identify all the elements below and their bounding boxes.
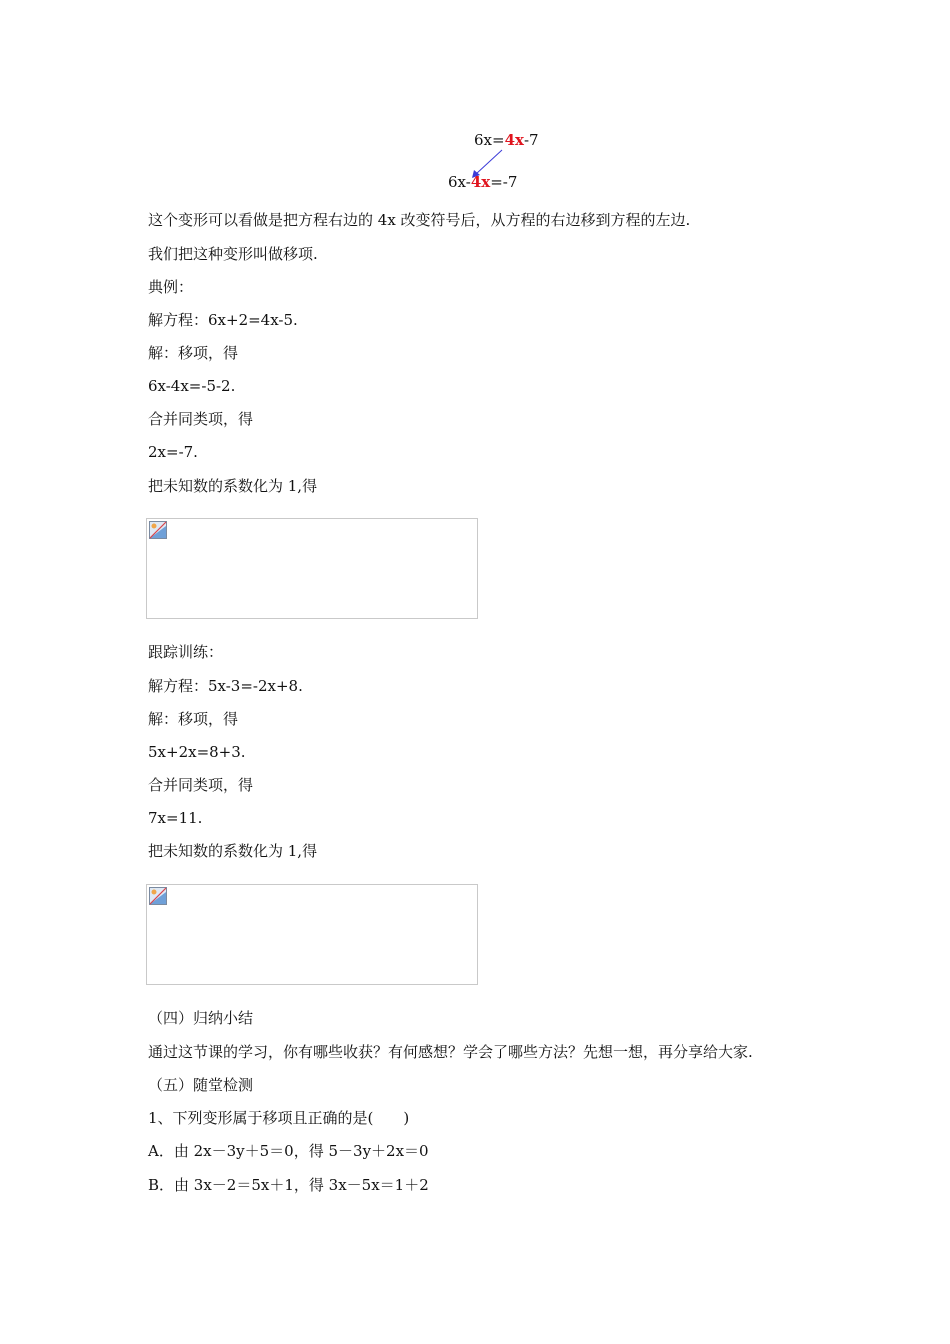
practice-heading: 跟踪训练： bbox=[148, 643, 224, 661]
example-step-1: 解：移项，得 bbox=[148, 344, 239, 362]
example-problem: 解方程：6x+2=4x-5. bbox=[148, 311, 298, 329]
practice-step-5: 把未知数的系数化为 1,得 bbox=[148, 842, 318, 860]
summary-heading: （四）归纳小结 bbox=[148, 1009, 254, 1027]
equation-original: 6x=4x-7 bbox=[474, 131, 539, 149]
example-step-4: 2x=-7. bbox=[148, 443, 198, 461]
example-step-2: 6x-4x=-5-2. bbox=[148, 377, 236, 395]
definition-text: 我们把这种变形叫做移项. bbox=[148, 245, 318, 263]
term-4x-top: 4x bbox=[504, 131, 524, 149]
equation-transposed: 6x-4x=-7 bbox=[448, 173, 518, 191]
practice-step-4: 7x=11. bbox=[148, 809, 203, 827]
practice-step-3: 合并同类项，得 bbox=[148, 776, 254, 794]
example-heading: 典例： bbox=[148, 278, 194, 296]
term-4x-bottom: 4x bbox=[470, 173, 491, 191]
quiz-question-1: 1、下列变形属于移项且正确的是( ) bbox=[148, 1109, 410, 1127]
image-placeholder-2 bbox=[146, 884, 478, 985]
practice-problem: 解方程：5x-3=-2x+8. bbox=[148, 677, 303, 695]
image-placeholder-1 bbox=[146, 518, 478, 619]
quiz-heading: （五）随堂检测 bbox=[148, 1076, 254, 1094]
broken-image-icon bbox=[149, 887, 167, 905]
broken-image-icon bbox=[149, 521, 167, 539]
explanation-text: 这个变形可以看做是把方程右边的 4x 改变符号后，从方程的右边移到方程的左边. bbox=[148, 211, 691, 229]
example-step-5: 把未知数的系数化为 1,得 bbox=[148, 477, 318, 495]
example-step-3: 合并同类项，得 bbox=[148, 410, 254, 428]
quiz-option-b: B．由 3x－2＝5x＋1，得 3x－5x＝1＋2 bbox=[148, 1176, 429, 1194]
practice-step-1: 解：移项，得 bbox=[148, 710, 239, 728]
summary-text: 通过这节课的学习，你有哪些收获？有何感想？学会了哪些方法？先想一想，再分享给大家. bbox=[148, 1043, 753, 1061]
quiz-option-a: A．由 2x－3y＋5＝0，得 5－3y＋2x＝0 bbox=[148, 1142, 429, 1160]
practice-step-2: 5x+2x=8+3. bbox=[148, 743, 246, 761]
